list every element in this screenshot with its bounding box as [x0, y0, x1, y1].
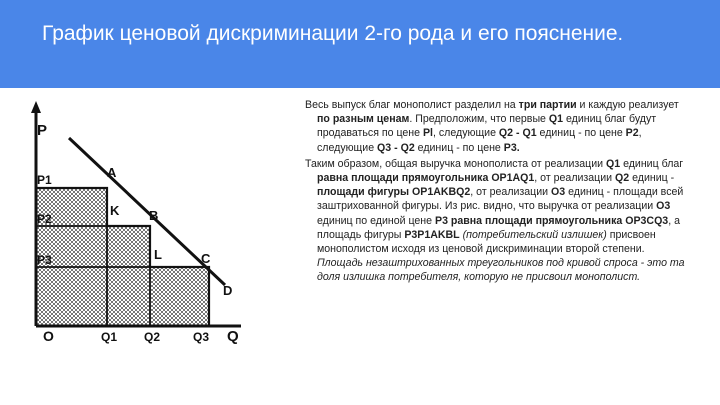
explanation-paragraph-1 — [305, 98, 693, 155]
price-label-p1: P1 — [37, 173, 52, 187]
text-run: Весь выпуск благ монополист разделил на — [305, 99, 519, 111]
text-run: Q3 - Q2 — [377, 141, 415, 154]
text-run: три партии — [518, 99, 577, 111]
text-run: P2 — [625, 127, 639, 140]
quantity-label-q3: Q3 — [193, 330, 210, 344]
price-label-p2: P2 — [37, 212, 52, 226]
point-label-d: D — [223, 283, 233, 298]
text-run: , следующие — [433, 127, 499, 140]
price-discrimination-diagram — [25, 95, 260, 350]
quantity-label-q2: Q2 — [144, 330, 161, 344]
text-run: P3. — [503, 141, 520, 154]
point-label-b: B — [149, 208, 159, 223]
text-run: Pl — [422, 127, 433, 140]
text-run: единиц благ будут продаваться по цене — [317, 113, 657, 140]
text-run: Q2 — [615, 172, 630, 185]
text-run: Q1 — [605, 157, 621, 170]
axis-label-p: P — [37, 122, 48, 139]
quantity-label-q1: Q1 — [101, 330, 118, 344]
point-label-l: L — [154, 247, 162, 262]
text-run: , а площадь фигуры — [317, 214, 680, 241]
text-run: , от реализации — [470, 186, 552, 199]
text-run: единиц - площади всей заштрихованной фигуры. Из рис. видно, что выручка от реализации — [317, 186, 684, 213]
text-run: , от реализации — [534, 172, 616, 185]
text-run: равна площади прямоугольника — [317, 172, 492, 185]
text-run: , следующие — [317, 127, 642, 154]
explanation-text — [305, 98, 693, 287]
text-run: . Предположим, что первые — [409, 113, 549, 126]
text-run: OP1AQ1 — [491, 172, 535, 185]
text-run: Р3 равна площади прямоугольника — [435, 214, 626, 227]
text-run: Q1 — [548, 113, 564, 126]
title-tail: . — [617, 24, 623, 45]
revenue-rect-q3 — [150, 267, 209, 326]
text-run: О3 — [551, 186, 566, 199]
y-axis-arrow — [31, 101, 41, 113]
title-main: График ценовой дискриминации 2-го рода и его пояснение — [42, 22, 618, 45]
text-run: единиц - — [629, 172, 675, 185]
point-label-k: K — [110, 203, 120, 218]
axis-label-q: Q — [227, 328, 239, 345]
text-run: единиц - по цене — [536, 127, 626, 140]
price-label-p3: P3 — [37, 253, 52, 267]
text-run: единиц благ — [620, 157, 684, 170]
text-run: OP1AKBQ2 — [412, 186, 471, 199]
text-run: единиц по единой цене — [317, 214, 435, 227]
text-run: OP3CQ3 — [625, 214, 669, 227]
text-run: по разным ценам — [317, 113, 410, 126]
revenue-rect-q2 — [107, 226, 150, 326]
slide-header — [0, 0, 720, 88]
origin-label: O — [43, 328, 54, 344]
slide-title — [42, 20, 662, 49]
text-run: Q2 - Q1 — [498, 127, 537, 140]
text-run: Площадь незаштрихованных треугольников под кривой спроса - это та доля излишка потребителя, которую не присвоил монополист. — [317, 257, 685, 284]
text-run: и каждую реализует — [576, 99, 679, 111]
text-run: О3 — [656, 200, 671, 213]
explanation-paragraph-2 — [305, 157, 693, 285]
point-label-c: C — [201, 251, 211, 266]
text-run: площади фигуры — [317, 186, 413, 199]
text-run: P3P1AKBL — [404, 228, 460, 241]
point-label-a: A — [107, 165, 117, 180]
text-run: Таким образом, общая выручка монополиста от реализации — [305, 157, 606, 170]
text-run: единиц - по цене — [414, 141, 504, 154]
text-run: (потребительский излишек) — [462, 228, 607, 241]
text-run: присвоен монополистом исходя из ценовой дискриминации второй степени. — [317, 228, 656, 256]
